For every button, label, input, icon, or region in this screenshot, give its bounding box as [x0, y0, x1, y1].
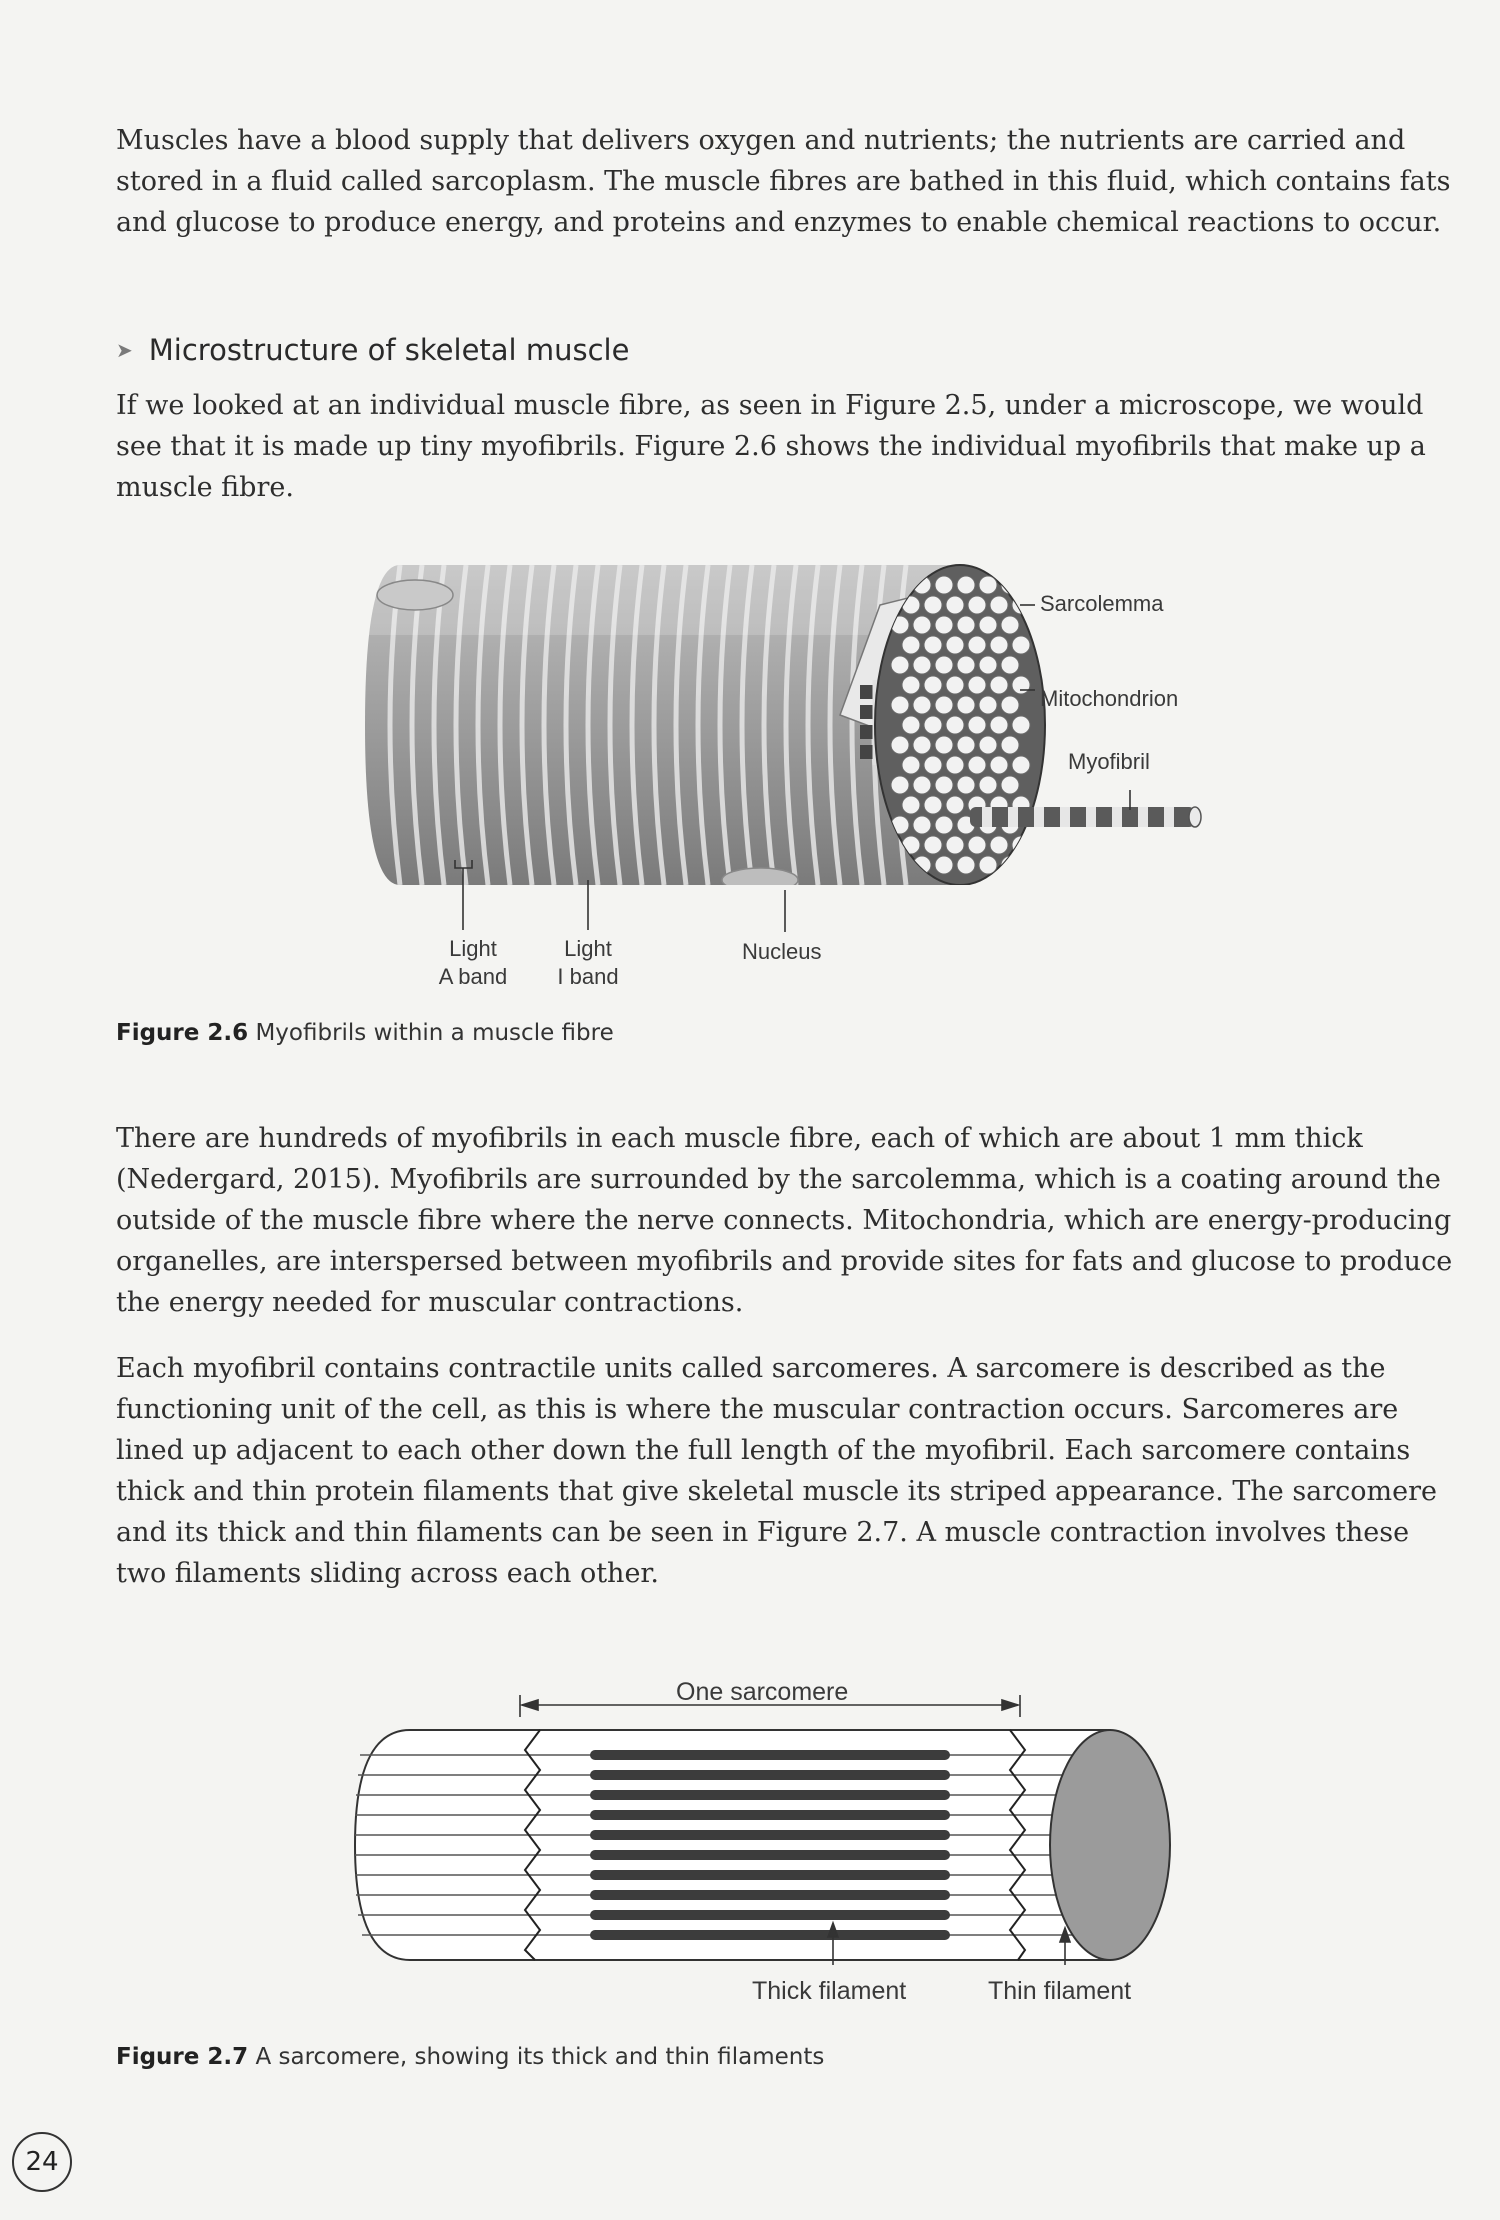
section-heading — [116, 333, 629, 367]
label-mitochondrion: Mitochondrion — [1040, 686, 1179, 711]
figure-2-6-lower-leaders — [360, 860, 860, 940]
label-i-band-line2: I band — [557, 964, 619, 989]
nucleus-shape — [377, 580, 453, 610]
label-myofibril: Myofibril — [1068, 749, 1150, 774]
label-sarcolemma: Sarcolemma — [1040, 591, 1164, 616]
figure-2-7-caption-text: A sarcomere, showing its thick and thin filaments — [255, 2044, 825, 2070]
figure-2-7-diagram — [340, 1675, 1240, 1965]
page-number: 24 — [12, 2132, 72, 2192]
label-thin-filament: Thin filament — [988, 1977, 1132, 2005]
body-paragraph-2: Each myofibril contains contractile units called sarcomeres. A sarcomere is described as the functioning unit of the cell, as this is where the muscular contraction occurs. Sarcomeres are lined up adjacent to each other down the full length of the myofibril. Each sarcomere contains thick and thin protein filaments that give skeletal muscle its striped appearance. The sarcomere and its thick and thin filaments can be seen in Figure 2.7. A muscle contraction involves these two filaments sliding across each other. — [116, 1353, 1438, 1589]
arrow-icon: ➤ — [116, 338, 133, 362]
figure-2-6-number: Figure 2.6 — [116, 1020, 249, 1046]
label-thick-filament: Thick filament — [752, 1977, 907, 2005]
label-i-band — [548, 935, 628, 991]
section-paragraph: If we looked at an individual muscle fibre, as seen in Figure 2.5, under a microscope, we would see that it is made up tiny myofibrils. Figure 2.6 shows the individual myofibrils that make up a muscle fibre. — [116, 390, 1426, 503]
intro-paragraph: Muscles have a blood supply that delivers oxygen and nutrients; the nutrients are carried and stored in a fluid called sarcoplasm. The muscle fibres are bathed in this fluid, which contains fats and glucose to produce energy, and proteins and enzymes to enable chemical reactions to occur. — [116, 125, 1451, 238]
label-a-band-line1: Light — [449, 936, 497, 961]
label-nucleus: Nucleus — [742, 939, 822, 964]
cylinder-end-face — [1050, 1730, 1170, 1960]
label-one-sarcomere: One sarcomere — [676, 1678, 849, 1706]
section-heading-text: Microstructure of skeletal muscle — [148, 333, 630, 367]
label-a-band-line2: A band — [438, 964, 508, 989]
figure-2-7-caption — [116, 2044, 824, 2070]
myofibril-strand — [970, 807, 1201, 827]
label-a-band — [428, 935, 518, 991]
myofibril-cylinder — [355, 1730, 1110, 1960]
figure-2-6-caption — [116, 1020, 614, 1046]
figure-2-6-caption-text: Myofibrils within a muscle fibre — [255, 1020, 614, 1046]
figure-2-7-number: Figure 2.7 — [116, 2044, 249, 2070]
body-paragraph-1: There are hundreds of myofibrils in each muscle fibre, each of which are about 1 mm thick (Nedergard, 2015). Myofibrils are surrounded by the sarcolemma, which is a coating around the outside of the muscle fibre where the nerve connects. Mitochondria, which are energy-producing organelles, are interspersed between myofibrils and provide sites for fats and glucose to produce the energy needed for muscular contractions. — [116, 1123, 1453, 1318]
label-i-band-line1: Light — [564, 936, 612, 961]
